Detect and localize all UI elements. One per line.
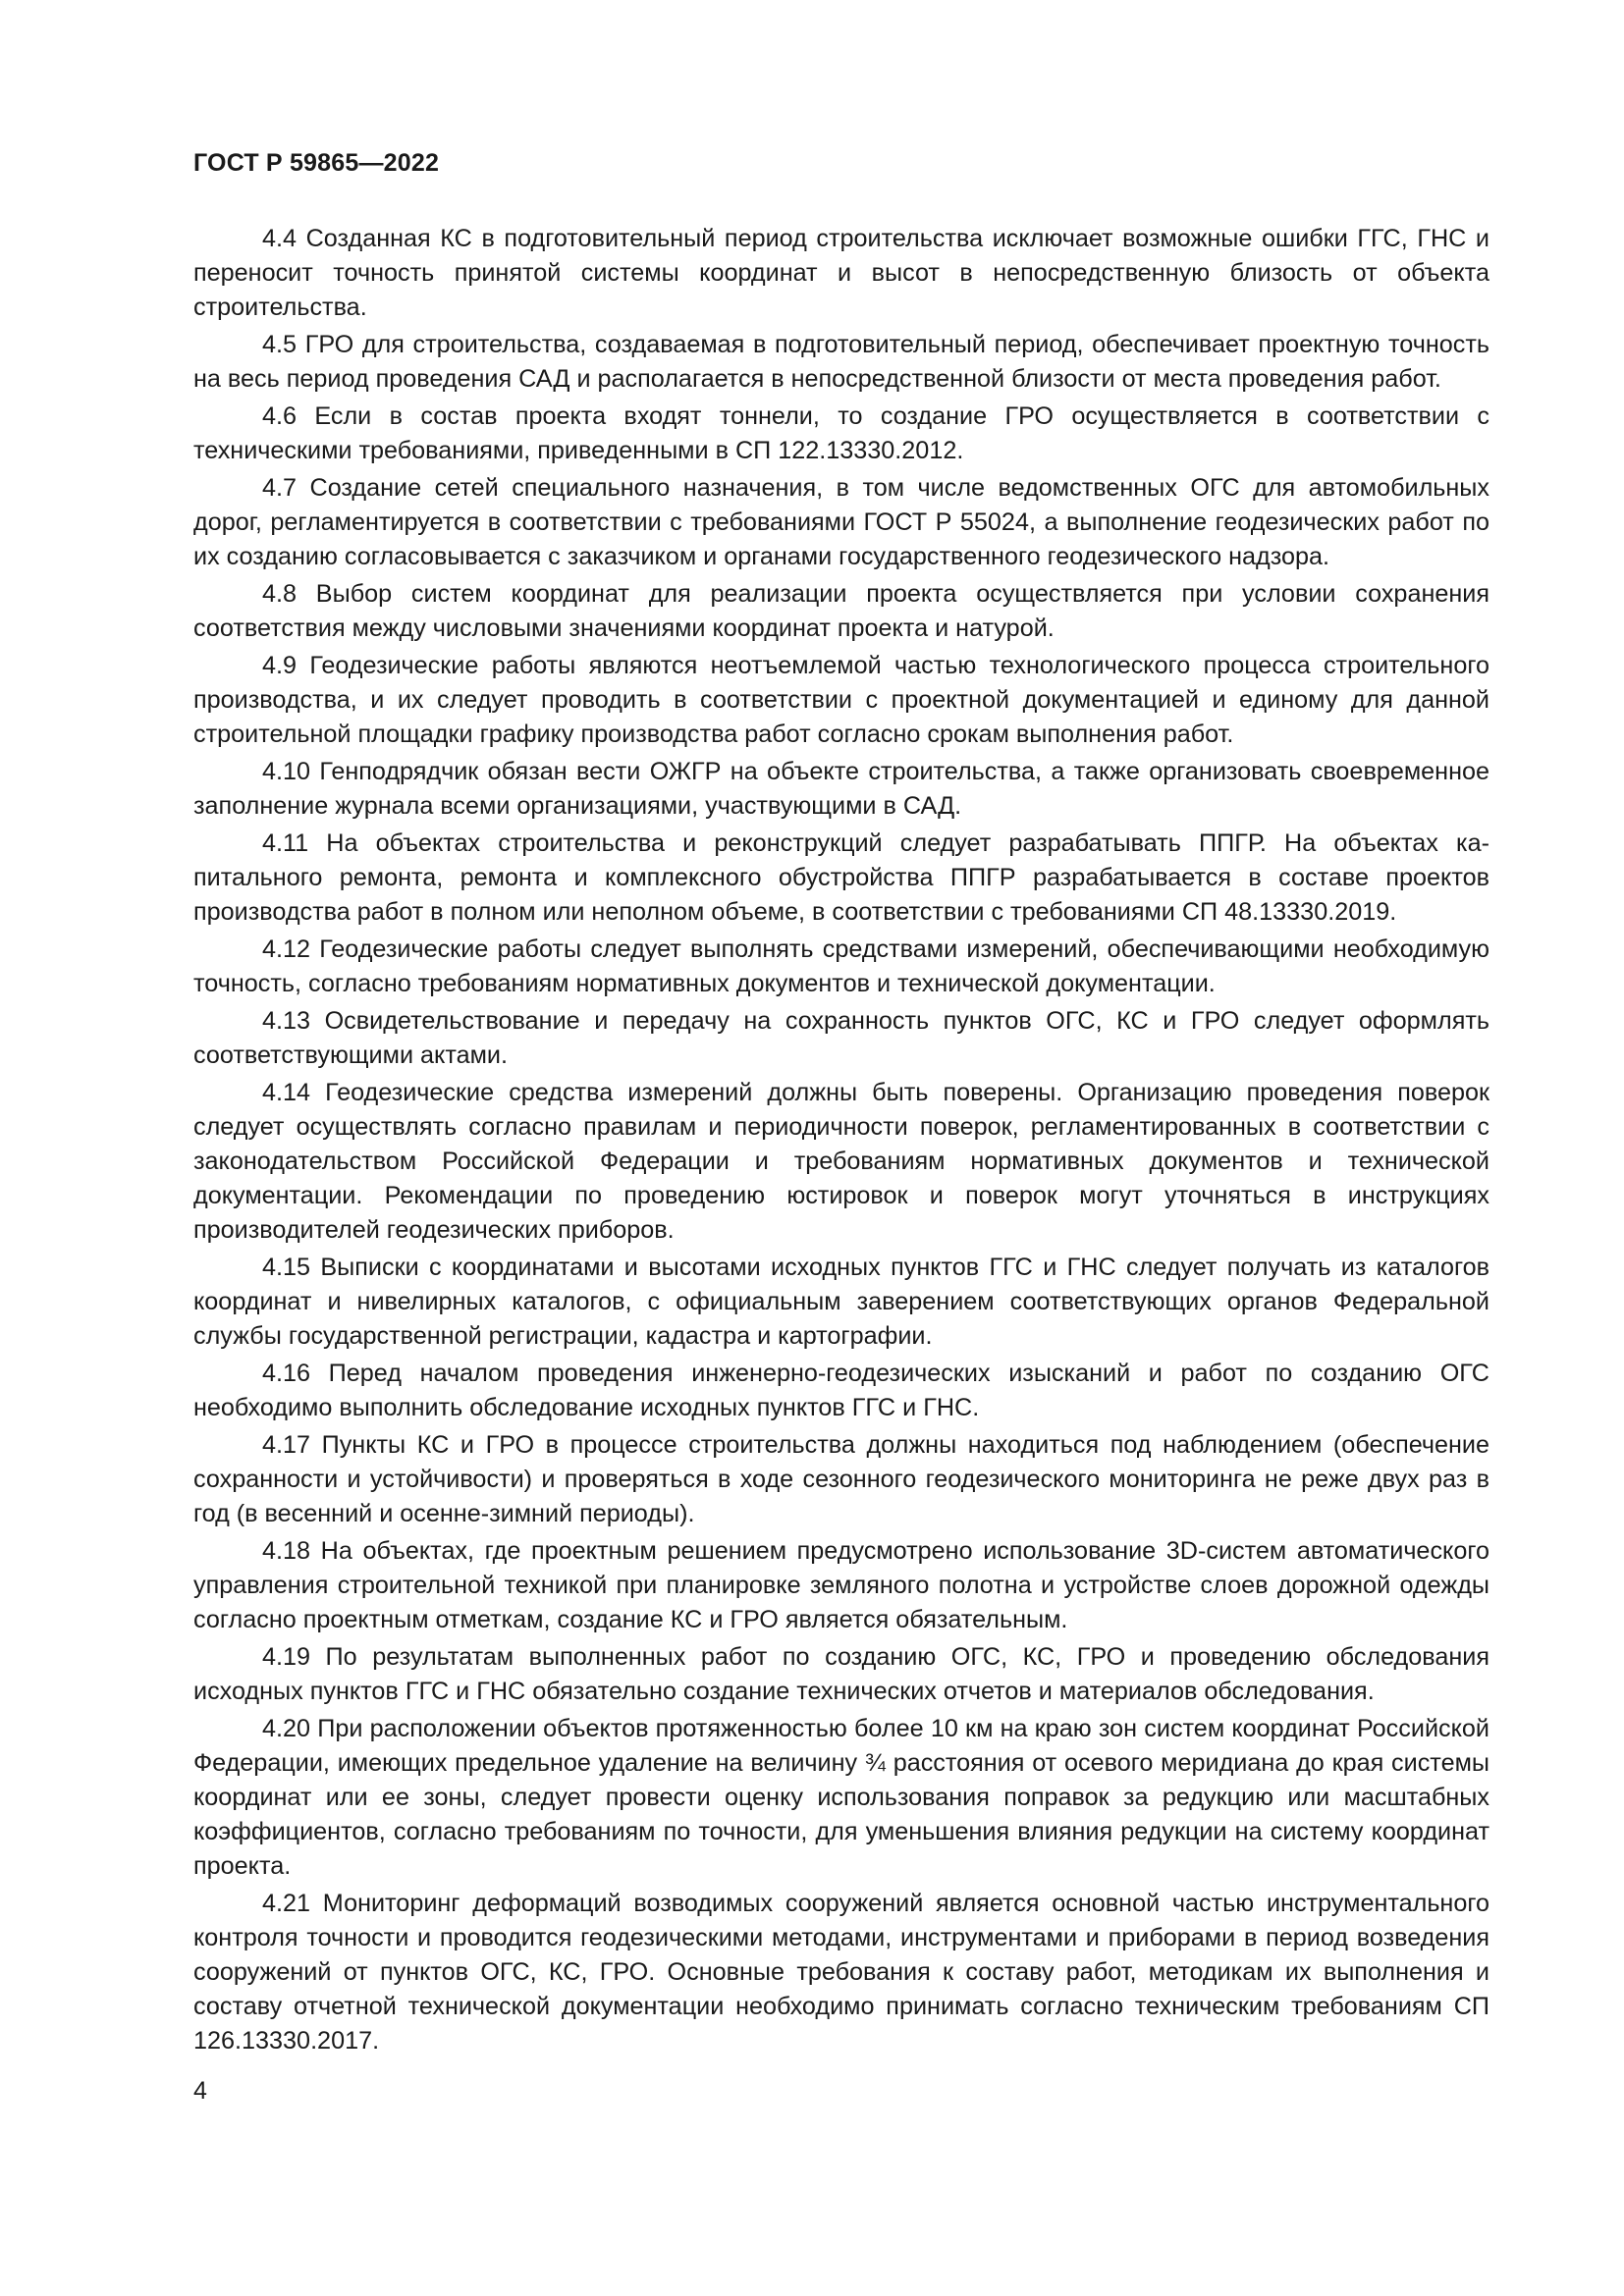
clause-4-4: 4.4 Созданная КС в подготовительный период строительства исключает возможные ошибки ГГС, ГНС и переносит точность принятой системы координат и высот в непосредственную близость от объекта строительства.: [193, 225, 1489, 321]
clause-4-6: 4.6 Если в состав проекта входят тоннели, то создание ГРО осуществляется в соответствии с техническими требованиями, приведенными в СП 122.13330.2012.: [193, 402, 1489, 464]
clause-4-9: 4.9 Геодезические работы являются неотъемлемой частью технологического процесса строительного производства, и их следует проводить в соответствии с проектной документацией и единому для данной строительной площадки графику производства работ согласно срокам выполнения работ.: [193, 652, 1489, 748]
clause-4-15: 4.15 Выписки с координатами и высотами исходных пунктов ГГС и ГНС следует получать из каталогов координат и нивелирных каталогов, с официальным заверением соответствующих органов Федеральной службы государственной регистрации, кадастра и картографии.: [193, 1254, 1489, 1350]
clause-4-21: 4.21 Мониторинг деформаций возводимых сооружений является основной частью инструментального контроля точности и проводится геодезическими методами, инструментами и приборами в период возведения сооружений от пунктов ОГС, КС, ГРО. Основные требования к составу работ, методикам их выполнения и составу отчетной технической документации необходимо принимать согласно техническим требованиям СП 126.13330.2017.: [193, 1890, 1489, 2055]
clause-4-11: 4.11 На объектах строительства и реконструкций следует разрабатывать ППГР. На объектах капитального ремонта, ремонта и комплексного обустройства ППГР разрабатывается в составе проектов производства работ в полном или неполном объеме, в соответствии с требованиями СП 48.13330.2019.: [193, 829, 1489, 926]
page-number: 4: [193, 2077, 207, 2105]
clause-4-8: 4.8 Выбор систем координат для реализации проекта осуществляется при условии сохранения соответствия между числовыми значениями координат проекта и натурой.: [193, 580, 1489, 642]
section-4-body: [193, 222, 1489, 2061]
clause-4-18: 4.18 На объектах, где проектным решением предусмотрено использование 3D-систем автоматического управления строительной техникой при планировке земляного полотна и устройстве слоев дорожной одежды согласно проектным отметкам, создание КС и ГРО является обязательным.: [193, 1537, 1489, 1633]
clause-4-12: 4.12 Геодезические работы следует выполнять средствами измерений, обеспечивающими необходимую точность, согласно требованиям нормативных документов и технической документации.: [193, 935, 1489, 997]
standard-code-header: ГОСТ Р 59865—2022: [193, 149, 440, 177]
clause-4-14: 4.14 Геодезические средства измерений должны быть поверены. Организацию проведения поверок следует осуществлять согласно правилам и периодичности поверок, регламентированных в соответствии с законодательством Российской Федерации и требованиям нормативных документов и технической документации. Рекомендации по проведению юстировок и поверок могут уточняться в инструкциях производителей геодезических приборов.: [193, 1079, 1489, 1244]
clause-4-5: 4.5 ГРО для строительства, создаваемая в подготовительный период, обеспечивает проектную точность на весь период проведения САД и располагается в непосредственной близости от места проведения работ.: [193, 331, 1489, 393]
clause-4-7: 4.7 Создание сетей специального назначения, в том числе ведомственных ОГС для автомобильных дорог, регламентируется в соответствии с требованиями ГОСТ Р 55024, а выполнение геодезических работ по их созданию согласовывается с заказчиком и органами государственного геодезического надзора.: [193, 474, 1489, 570]
clause-4-17: 4.17 Пункты КС и ГРО в процессе строительства должны находиться под наблюдением (обеспечение сохранности и устойчивости) и проверяться в ходе сезонного геодезического мониторинга не реже двух раз в год (в весенний и осенне-зимний периоды).: [193, 1431, 1489, 1527]
clause-4-10: 4.10 Генподрядчик обязан вести ОЖГР на объекте строительства, а также организовать своевременное заполнение журнала всеми организациями, участвующими в САД.: [193, 758, 1489, 820]
clause-4-19: 4.19 По результатам выполненных работ по созданию ОГС, КС, ГРО и проведению обследования исходных пунктов ГГС и ГНС обязательно создание технических отчетов и материалов обследования.: [193, 1643, 1489, 1705]
clause-4-20: 4.20 При расположении объектов протяженностью более 10 км на краю зон систем координат Российской Федерации, имеющих предельное удаление на величину ¾ расстояния от осевого меридиана до края системы координат или ее зоны, следует провести оценку использования поправок за редукцию или масштабных коэффициентов, согласно требованиям по точности, для уменьшения влияния редукции на систему координат проекта.: [193, 1715, 1489, 1880]
clause-4-16: 4.16 Перед началом проведения инженерно-геодезических изысканий и работ по созданию ОГС необходимо выполнить обследование исходных пунктов ГГС и ГНС.: [193, 1360, 1489, 1421]
clause-4-13: 4.13 Освидетельствование и передачу на сохранность пунктов ОГС, КС и ГРО следует оформлять соответствующими актами.: [193, 1007, 1489, 1069]
